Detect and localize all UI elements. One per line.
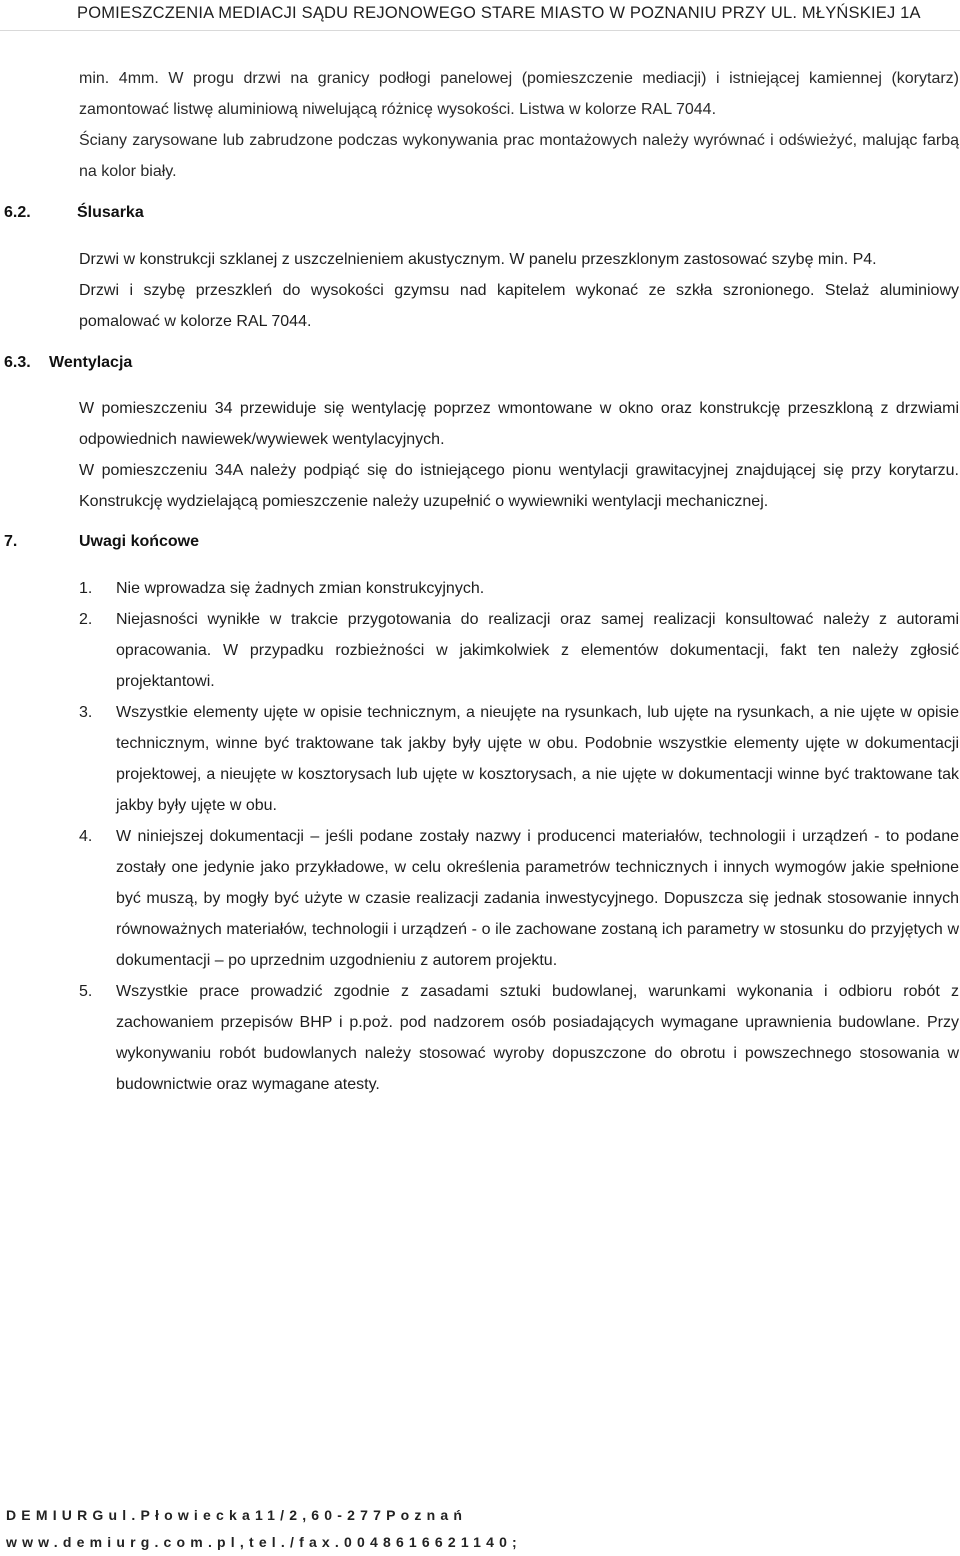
header-title: POMIESZCZENIA MEDIACJI SĄDU REJONOWEGO STARE MIASTO W POZNANIU PRZY UL. MŁYŃSKIEJ 1A [77,4,921,22]
section-heading-6-3 [4,354,132,372]
section-body-6-3 [79,393,959,517]
list-item [79,976,959,1100]
list-item-number: 4. [79,828,93,845]
section-number: 6.3. [4,354,31,371]
list-item-text: Wszystkie elementy ujęte w opisie technicznym, a nieujęte na rysunkach, lub ujęte na rysunkach, a nie ujęte w opisie technicznym, winne być traktowane tak jakby były ujęte w obu. Podobnie wszystkie elementy ujęte w dokumentacji projektowej, a nieujęte w kosztorysach lub ujęte w kosztorysach, a nie ujęte w dokumentacji winne być traktowane tak jakby były ujęte w obu. [116,704,959,814]
page-footer [6,1502,956,1556]
page-header [0,0,960,31]
section-title: Uwagi końcowe [79,533,200,550]
list-item [79,604,959,697]
footer-contact: www.demiurg.com.pl,tel./fax.0048616621140; [6,1534,522,1550]
list-item-number: 5. [79,983,93,1000]
list-item [79,573,959,604]
paragraph: Drzwi w konstrukcji szklanej z uszczelnieniem akustycznym. W panelu przeszklonym zastosować szybę min. P4. [79,251,877,268]
list-item-text: W niniejszej dokumentacji – jeśli podane zostały nazwy i producenci materiałów, technologii i urządzeń - to podane zostały one jedynie jako przykładowe, w celu określenia parametrów technicznych i innych wymogów jakie spełnione być muszą, by mogły być użyte w czasie realizacji zadania inwestycyjnego. Dopuszcza się jednak stosowanie innych równoważnych materiałów, technologii i urządzeń - o ile zachowane zostaną ich parametry w stosunku do przyjętych w dokumentacji – po uprzednim uzgodnieniu z autorem projektu. [116,828,959,969]
list-item-number: 1. [79,580,93,597]
list-item-number: 2. [79,611,93,628]
section-number: 6.2. [4,204,31,221]
intro-text [79,63,959,187]
section-heading-7 [4,533,199,551]
list-item [79,821,959,976]
footer-address: DEMIURGul.Płowiecka11/2,60-277Poznań [6,1507,468,1523]
final-remarks-list [79,573,959,1100]
intro-paragraph: Ściany zarysowane lub zabrudzone podczas wykonywania prac montażowych należy wyrównać i odświeżyć, malując farbą na kolor biały. [79,132,959,180]
list-item [79,697,959,821]
paragraph: W pomieszczeniu 34A należy podpiąć się do istniejącego pionu wentylacji grawitacyjnej znajdującej się przy korytarzu. Konstrukcję wydzielającą pomieszczenie należy uzupełnić o wywiewniki wentylacji mechanicznej. [79,462,959,510]
section-title: Wentylacja [49,354,133,371]
list-item-text: Wszystkie prace prowadzić zgodnie z zasadami sztuki budowlanej, warunkami wykonania i odbioru robót z zachowaniem przepisów BHP i p.poż. pod nadzorem osób posiadających wymagane uprawnienia budowlane. Przy wykonywaniu robót budowlanych należy stosować wyroby dopuszczone do obrotu i powszechnego stosowania w budownictwie oraz wymagane atesty. [116,983,959,1093]
section-number: 7. [4,533,18,550]
section-heading-6-2 [4,204,144,222]
paragraph: W pomieszczeniu 34 przewiduje się wentylację poprzez wmontowane w okno oraz konstrukcję przeszkloną z drzwiami odpowiednich nawiewek/wywiewek wentylacyjnych. [79,400,959,448]
paragraph: Drzwi i szybę przeszkleń do wysokości gzymsu nad kapitelem wykonać ze szkła szronionego. Stelaż aluminiowy pomalować w kolorze RAL 7044. [79,282,959,330]
intro-paragraph: min. 4mm. W progu drzwi na granicy podłogi panelowej (pomieszczenie mediacji) i istniejącej kamiennej (korytarz) zamontować listwę aluminiową niwelującą różnicę wysokości. Listwa w kolorze RAL 7044. [79,70,959,118]
list-item-number: 3. [79,704,93,721]
section-body-6-2 [79,244,959,337]
list-item-text: Nie wprowadza się żadnych zmian konstrukcyjnych. [116,580,485,597]
list-item-text: Niejasności wynikłe w trakcie przygotowania do realizacji oraz samej realizacji konsultować należy z autorami opracowania. W przypadku rozbieżności w jakimkolwiek z elementów dokumentacji, fakt ten należy zgłosić projektantowi. [116,611,959,690]
section-title: Ślusarka [77,204,144,221]
